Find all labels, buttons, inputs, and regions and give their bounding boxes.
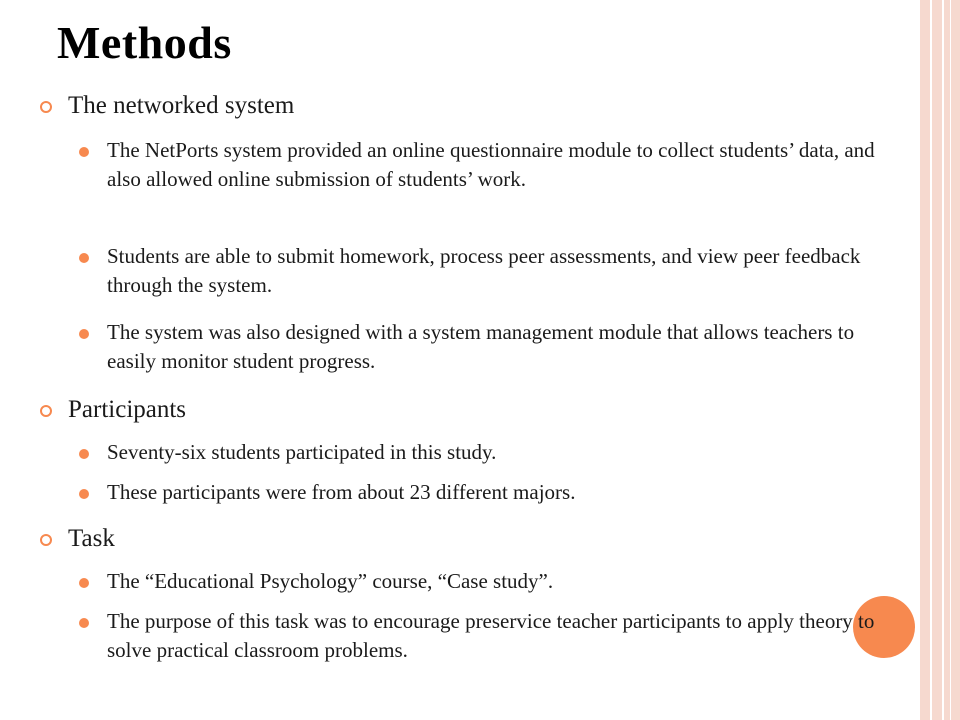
bullet-text: The purpose of this task was to encourage preservice teacher participants to apply theory to solve practical classroom problems. (107, 609, 875, 662)
section-ring-icon (40, 534, 52, 546)
section-ring-icon (40, 101, 52, 113)
bullet-dot-icon (79, 489, 89, 499)
slide-title: Methods (57, 17, 232, 68)
bullet-text: Seventy-six students participated in this study. (107, 440, 497, 464)
section-heading-networked-system: The networked system (68, 92, 295, 119)
section-ring-icon (40, 405, 52, 417)
bullet-dot-icon (79, 253, 89, 263)
bullet-dot-icon (79, 329, 89, 339)
bullet-dot-icon (79, 147, 89, 157)
bullet-dot-icon (79, 578, 89, 588)
bullet-text: These participants were from about 23 different majors. (107, 480, 576, 504)
section-heading-participants: Participants (68, 396, 187, 423)
bullet-text: The system was also designed with a system management module that allows teachers to easily monitor student progress. (107, 320, 855, 373)
decorative-right-border (920, 0, 960, 720)
bullet-dot-icon (79, 449, 89, 459)
bullet-text: The “Educational Psychology” course, “Case study”. (107, 569, 554, 593)
section-heading-task: Task (68, 525, 115, 552)
bullet-text: The NetPorts system provided an online questionnaire module to collect students’ data, and also allowed online submission of students’ work. (107, 138, 875, 191)
bullet-dot-icon (79, 618, 89, 628)
bullet-text: Students are able to submit homework, process peer assessments, and view peer feedback through the system. (107, 244, 861, 297)
